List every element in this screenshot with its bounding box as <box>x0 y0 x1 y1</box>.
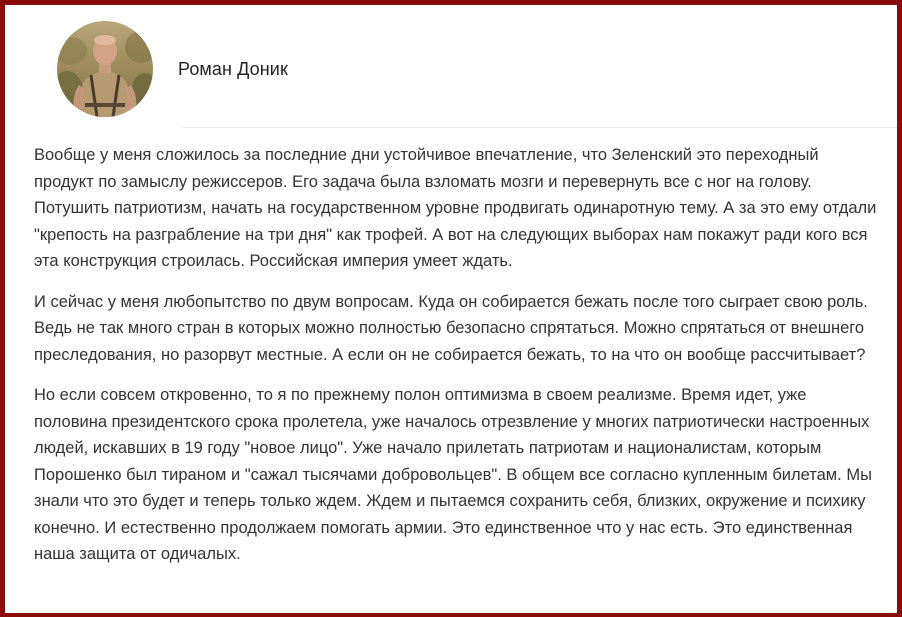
post-paragraph-1: Вообще у меня сложилось за последние дни устойчивое впечатление, что Зеленский это переходный продукт по замыслу режиссеров. Его задача была взломать мозги и перевернуть все с ног на голову. Потушить патриотизм, начать на государственном уровне продвигать одинаротную тему. А за это ему отдали "крепость на разграбление на три дня" как трофей. А вот на следующих выборах нам покажут ради кого вся эта конструкция строилась. Российская империя умеет ждать. <box>34 146 877 270</box>
post-paragraph-2: И сейчас у меня любопытство по двум вопросам. Куда он собирается бежать после того сыграет свою роль. Ведь не так много стран в которых можно полностью безопасно спрятаться. Можно спрятаться от внешнего преследования, но разорвут местные. А если он не собирается бежать, то на что он вообще рассчитывает? <box>34 292 868 364</box>
post-paragraph-3: Но если совсем откровенно, то я по прежнему полон оптимизма в своем реализме. Время идет, уже половина президентского срока пролетела, уже началось отрезвление у многих патриотически настроенных людей, искавших в 19 году "новое лицо". Уже начало прилетать патриотам и националистам, которым Порошенко был тираном и "сажал тысячами добровольцев". В общем все согласно купленным билетам. Мы знали что это будет и теперь только ждем. Ждем и пытаемся сохранить себя, близких, окружение и психику конечно. И естественно продолжаем помогать армии. Это единственное что у нас есть. Это единственная наша защита от одичалых. <box>34 386 872 563</box>
post-header <box>57 14 288 124</box>
avatar-photo <box>57 21 153 117</box>
avatar[interactable] <box>57 21 153 117</box>
header-divider <box>183 127 897 128</box>
post-body <box>34 142 879 582</box>
author-name[interactable]: Роман Доник <box>178 58 288 79</box>
